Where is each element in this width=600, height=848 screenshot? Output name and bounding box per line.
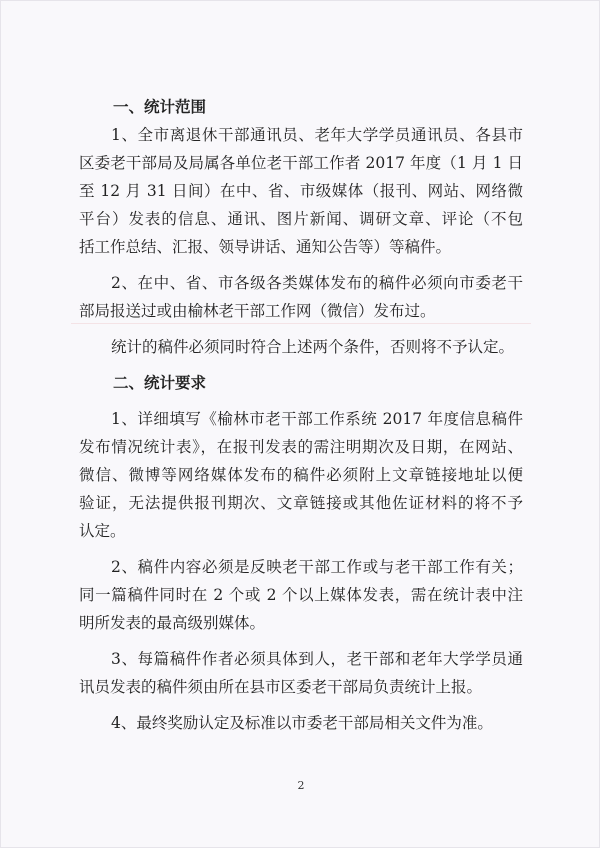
text-line: 部局报送过或由榆林老干部工作网（微信）发布过。 bbox=[79, 302, 436, 320]
text-line: 认定。 bbox=[79, 522, 126, 540]
text-line: 2、在中、省、市各级各类媒体发布的稿件必须向市委老干 bbox=[111, 274, 523, 292]
text-line: 明所发表的最高级别媒体。 bbox=[79, 614, 266, 632]
text-line: 讯员发表的稿件须由所在县市区委老干部局负责统计上报。 bbox=[79, 678, 483, 696]
text-line: 统计的稿件必须同时符合上述两个条件，否则将不予认定。 bbox=[111, 338, 515, 356]
text-line: 至 12 月 31 日间）在中、省、市级媒体（报刊、网站、网络微 bbox=[79, 182, 523, 200]
text-line: 区委老干部局及局属各单位老干部工作者 2017 年度（1 月 1 日 bbox=[79, 154, 523, 172]
text-line: 1、详细填写《榆林市老干部工作系统 2017 年度信息稿件 bbox=[111, 410, 523, 428]
text-line: 平台）发表的信息、通讯、图片新闻、调研文章、评论（不包 bbox=[79, 210, 523, 228]
paragraph-scope-3 bbox=[79, 333, 523, 361]
paragraph-scope-2 bbox=[79, 269, 523, 325]
text-line: 发布情况统计表》，在报刊发表的需注明期次及日期，在网站、 bbox=[79, 438, 523, 456]
text-line: 验证，无法提供报刊期次、文章链接或其他佐证材料的将不予 bbox=[79, 494, 523, 512]
text-line: 同一篇稿件同时在 2 个或 2 个以上媒体发表，需在统计表中注 bbox=[79, 586, 523, 604]
page-number: 2 bbox=[297, 779, 305, 792]
text-line: 4、最终奖励认定及标准以市委老干部局相关文件为准。 bbox=[111, 714, 493, 732]
document-body bbox=[79, 93, 523, 737]
paragraph-requirements-1 bbox=[79, 405, 523, 545]
paragraph-requirements-4 bbox=[79, 709, 523, 737]
text-line: 2、稿件内容必须是反映老干部工作或与老干部工作有关； bbox=[111, 558, 523, 576]
text-line: 3、每篇稿件作者必须具体到人，老干部和老年大学学员通 bbox=[111, 650, 523, 668]
text-line: 括工作总结、汇报、领导讲话、通知公告等）等稿件。 bbox=[79, 238, 452, 256]
section-heading-scope: 一、统计范围 bbox=[113, 98, 207, 116]
paragraph-requirements-3 bbox=[79, 645, 523, 701]
paragraph-requirements-2 bbox=[79, 553, 523, 637]
section-heading-requirements: 二、统计要求 bbox=[113, 374, 207, 392]
text-line: 微信、微博等网络媒体发布的稿件必须附上文章链接地址以便 bbox=[79, 466, 523, 484]
text-line: 1、全市离退休干部通讯员、老年大学学员通讯员、各县市 bbox=[111, 126, 523, 144]
paragraph-scope-1 bbox=[79, 121, 523, 261]
